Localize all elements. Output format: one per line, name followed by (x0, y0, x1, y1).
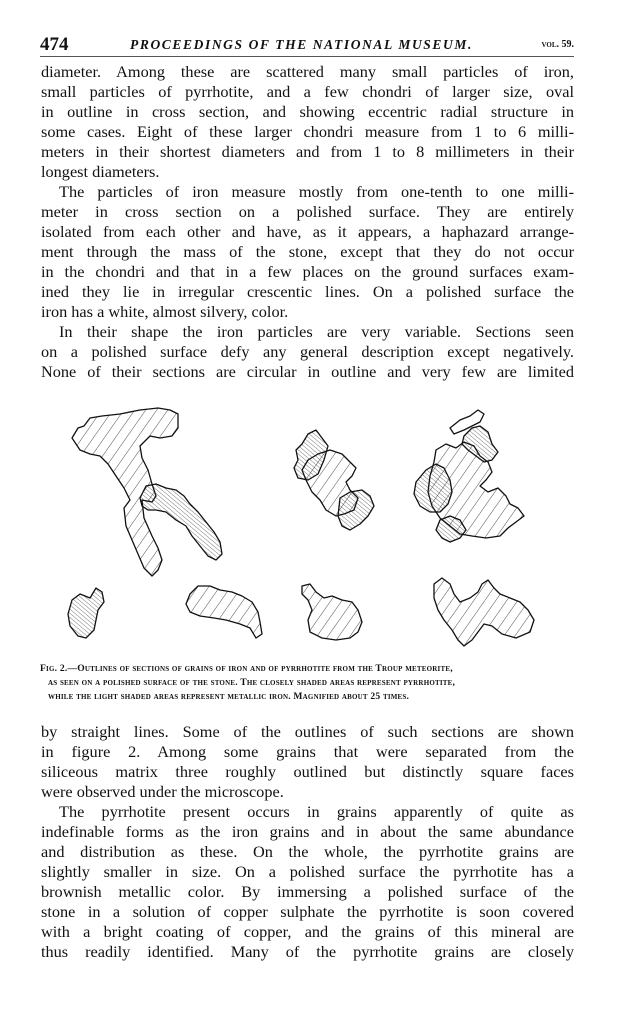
text-line: on a polished surface defy any general description except negatively. (41, 342, 574, 361)
text-line: thus readily identified. Many of the pyrrhotite grains are closely (41, 942, 574, 961)
text-line: iron has a white, almost silvery, color. (41, 302, 289, 321)
text-line: The particles of iron measure mostly from one-tenth to one milli- (59, 182, 574, 201)
text-line: The pyrrhotite present occurs in grains apparently of quite as (59, 802, 574, 821)
text-line: isolated from each other and have, as it appears, a haphazard arrange- (41, 222, 574, 241)
text-line: were observed under the microscope. (41, 782, 284, 801)
page-number: 474 (40, 34, 69, 55)
text-line: by straight lines. Some of the outlines of such sections are shown (41, 722, 574, 741)
paragraph-2 (41, 182, 574, 322)
text-line: meter in cross section on a polished surface. They are entirely (41, 202, 574, 221)
text-line: in figure 2. Among some grains that were separated from the (41, 742, 574, 761)
caption-line: while the light shaded areas represent metallic iron. Magnified about 25 times. (48, 691, 410, 702)
text-line: brownish metallic color. By immersing a polished surface of the (41, 882, 574, 901)
text-line: In their shape the iron particles are very variable. Sections seen (59, 322, 574, 341)
figure-caption (40, 662, 574, 704)
text-line: some cases. Eight of these larger chondri measure from 1 to 6 milli- (41, 122, 574, 141)
grain-bottom-tail-iron (302, 584, 362, 640)
text-line: with a bright coating of copper, and the grains of this mineral are (41, 922, 574, 941)
text-line: siliceous matrix three roughly outlined but distinctly square faces (41, 762, 574, 781)
text-line: slightly smaller in size. On a polished surface the pyrrhotite has a (41, 862, 574, 881)
text-line: and distribution as these. On the whole, the pyrrhotite grains are (41, 842, 574, 861)
grain-bottom-middle-iron (186, 586, 262, 638)
text-line: longest diameters. (41, 162, 160, 181)
text-line: meters in their shortest diameters and from 1 to 8 millimeters in their (41, 142, 574, 161)
running-title: PROCEEDINGS OF THE NATIONAL MUSEUM. (130, 37, 473, 52)
text-line: None of their sections are circular in outline and very few are limited (41, 362, 574, 381)
figure-2-grain-outlines (40, 388, 580, 650)
text-line: diameter. Among these are scattered many small particles of iron, (41, 62, 574, 81)
paragraph-3 (41, 322, 574, 382)
text-line: ined they lie in irregular crescentic lines. On a polished surface the (41, 282, 574, 301)
volume-label: vol. 59. (541, 39, 574, 50)
grain-bottom-left-pyrrhotite (68, 588, 104, 638)
grain-right-pyrrhotite-left (414, 464, 452, 512)
text-line: stone in a solution of copper sulphate the pyrrhotite is soon covered (41, 902, 574, 921)
paragraph-5 (41, 802, 574, 962)
paragraph-4 (41, 722, 574, 802)
text-line: ment through the mass of the stone, except that they do not occur (41, 242, 574, 261)
text-line: indefinable forms as the iron grains and in about the same abundance (41, 822, 574, 841)
text-line: small particles of pyrrhotite, and a few chondri of larger size, oval (41, 82, 574, 101)
grain-bottom-right-iron (434, 578, 534, 646)
text-line: in outline in cross section, and showing eccentric radial structure in (41, 102, 574, 121)
running-header (40, 34, 574, 57)
grain-middle-pyrrhotite-bottom (338, 490, 374, 530)
caption-line: Fig. 2.—Outlines of sections of grains of iron and of pyrrhotite from the Troup meteorite, (40, 663, 453, 674)
caption-line: as seen on a polished surface of the stone. The closely shaded areas represent pyrrhotite, (48, 677, 456, 688)
paragraph-1 (41, 62, 574, 182)
text-line: in the chondri and that in a few places on the ground surfaces exam- (41, 262, 574, 281)
